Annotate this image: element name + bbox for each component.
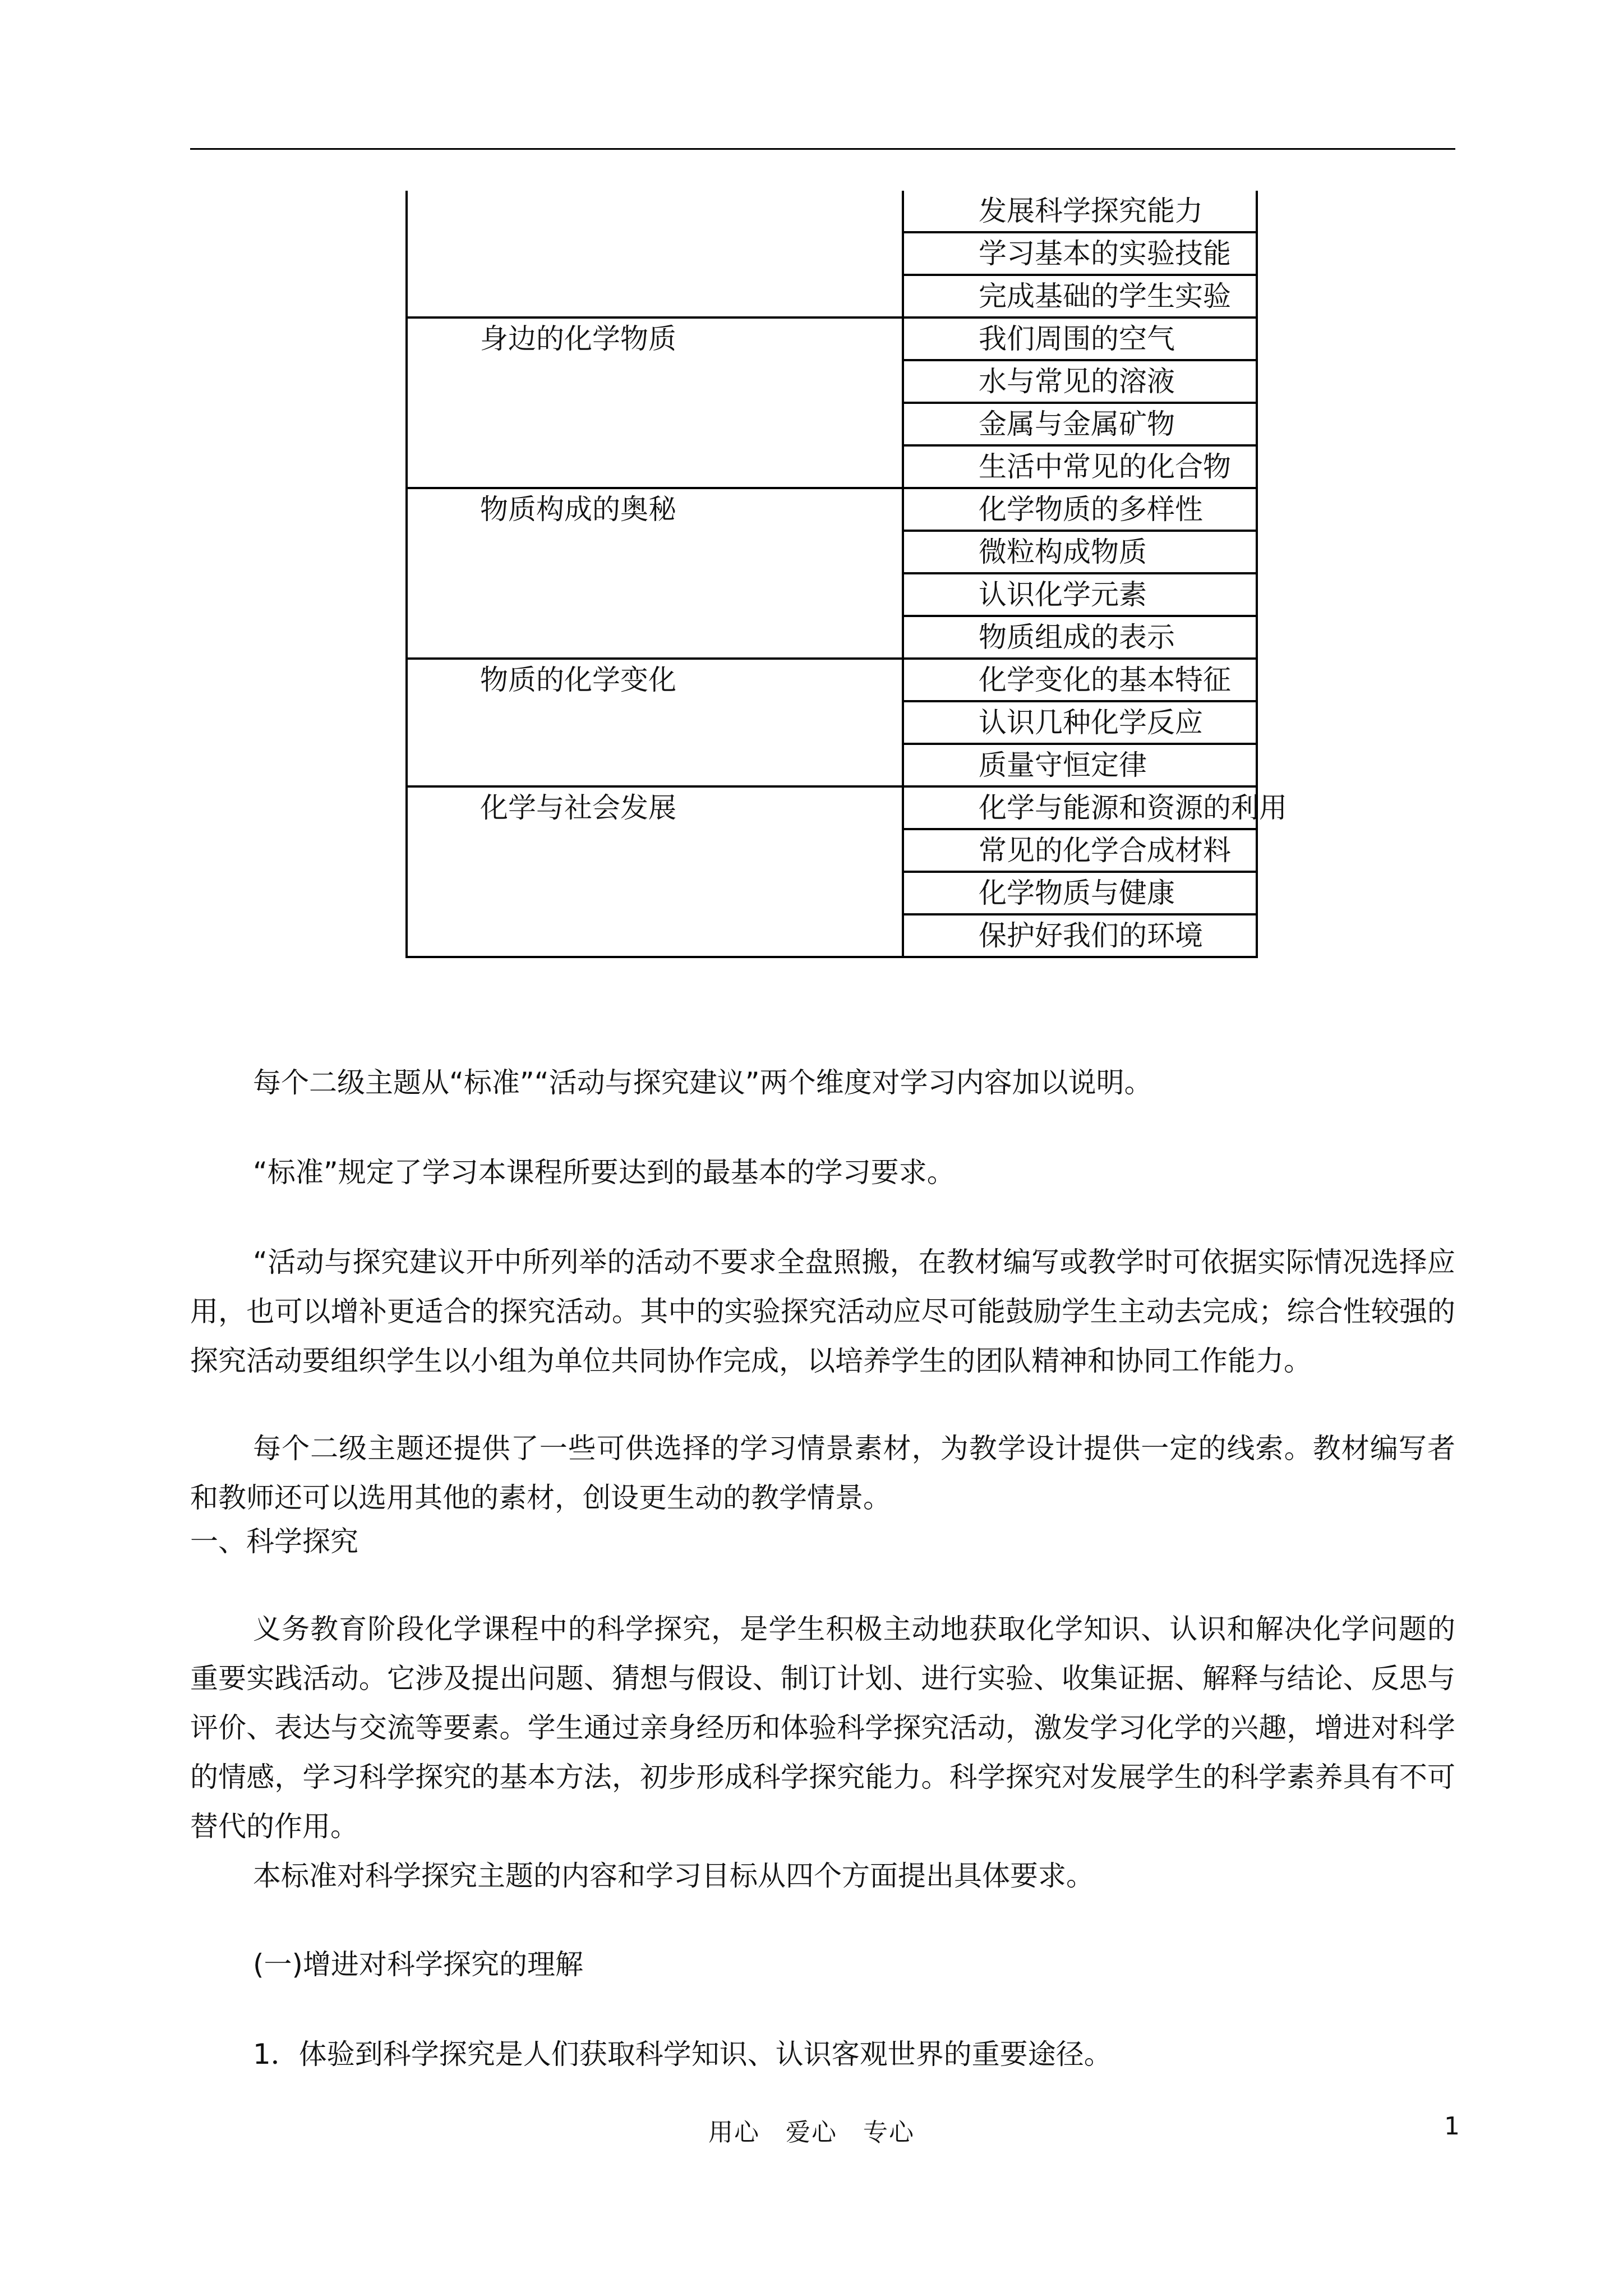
header-rule (190, 148, 1455, 150)
paragraph-inquiry: 义务教育阶段化学课程中的科学探究，是学生积极主动地获取化学知识、认识和解决化学问题的重要实践活动。它涉及提出问题、猜想与假设、制订计划、进行实验、收集证据、解释与结论、反思与评价、表达与交流等要素。学生通过亲身经历和体验科学探究活动，激发学习化学的兴趣，增进对科学的情感，学习科学探究的基本方法，初步形成科学探究能力。科学探究对发展学生的科学素养具有不可替代的作用。 (190, 1613, 1455, 1843)
table-row (407, 191, 1257, 232)
subtopic-cell: 生活中常见的化合物 (903, 445, 1257, 488)
category-cell: 身边的化学物质 (407, 318, 903, 488)
subtopic-cell: 完成基础的学生实验 (903, 275, 1257, 318)
subtopic-cell: 化学物质与健康 (903, 872, 1257, 914)
subtopic-cell: 化学变化的基本特征 (903, 659, 1257, 701)
category-cell: 化学与社会发展 (407, 786, 903, 957)
table-row (407, 318, 1257, 360)
table-row (407, 786, 1257, 829)
subtopic-cell: 质量守恒定律 (903, 744, 1257, 786)
footer-motto: 用心 爱心 专心 (708, 2118, 915, 2147)
category-cell: 物质构成的奥秘 (407, 488, 903, 659)
subtopic-cell: 常见的化学合成材料 (903, 829, 1257, 872)
sub-heading: (一)增进对科学探究的理解 (253, 1948, 584, 1981)
subtopic-cell: 保护好我们的环境 (903, 914, 1257, 957)
list-item-1: 1．体验到科学探究是人们获取科学知识、认识客观世界的重要途径。 (253, 2038, 1112, 2070)
subtopic-cell: 化学物质的多样性 (903, 488, 1257, 531)
topics-table (405, 191, 1287, 958)
subtopic-cell: 学习基本的实验技能 (903, 232, 1257, 275)
paragraph-activities: “活动与探究建议开中所列举的活动不要求全盘照搬，在教材编写或教学时可依据实际情况选择应用，也可以增补更适合的探究活动。其中的实验探究活动应尽可能鼓励学生主动去完成；综合性较强的探究活动要组织学生以小组为单位共同协作完成，以培养学生的团队精神和协同工作能力。 (190, 1246, 1455, 1377)
page-number: 1 (1444, 2112, 1460, 2141)
subtopic-cell: 化学与能源和资源的利用 (903, 786, 1257, 829)
table-row (407, 659, 1257, 701)
subtopic-cell: 我们周围的空气 (903, 318, 1257, 360)
table-row (407, 488, 1257, 531)
category-cell (407, 191, 903, 318)
paragraph-materials: 每个二级主题还提供了一些可供选择的学习情景素材，为教学设计提供一定的线索。教材编写者和教师还可以选用其他的素材，创设更生动的教学情景。 (190, 1432, 1455, 1514)
subtopic-cell: 认识几种化学反应 (903, 701, 1257, 744)
subtopic-cell: 物质组成的表示 (903, 616, 1257, 659)
section-heading: 一、科学探究 (190, 1525, 358, 1558)
subtopic-cell: 发展科学探究能力 (903, 191, 1257, 232)
subtopic-cell: 水与常见的溶液 (903, 360, 1257, 403)
paragraph-standard: “标准”规定了学习本课程所要达到的最基本的学习要求。 (253, 1156, 955, 1189)
paragraph-requirements: 本标准对科学探究主题的内容和学习目标从四个方面提出具体要求。 (253, 1860, 1094, 1892)
subtopic-cell: 认识化学元素 (903, 573, 1257, 616)
paragraph-dimensions: 每个二级主题从“标准”“活动与探究建议”两个维度对学习内容加以说明。 (253, 1066, 1152, 1099)
category-cell: 物质的化学变化 (407, 659, 903, 786)
subtopic-cell: 金属与金属矿物 (903, 403, 1257, 445)
subtopic-cell: 微粒构成物质 (903, 531, 1257, 573)
